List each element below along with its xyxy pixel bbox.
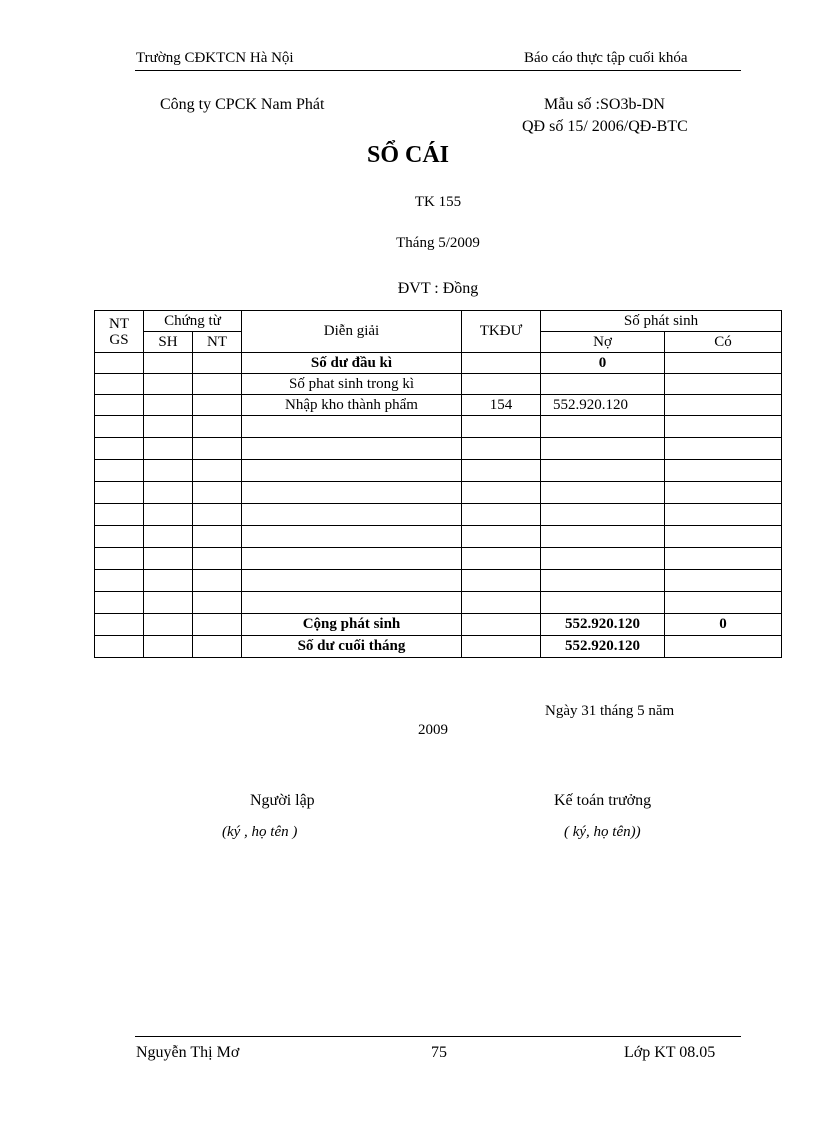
header-nt: NT [193, 332, 242, 353]
cell-tkdu [462, 548, 541, 570]
cell-nt-gs [95, 460, 144, 482]
cell-nt [193, 482, 242, 504]
header-nt-gs: NT GS [95, 311, 144, 353]
table-row [95, 374, 782, 395]
cell-sh [144, 460, 193, 482]
cell-nt-gs [95, 504, 144, 526]
header-no: Nợ [541, 332, 665, 353]
cell-nt-gs [95, 374, 144, 395]
cell-dien-giai: Số phat sinh trong kì [242, 374, 462, 395]
date-line: Ngày 31 tháng 5 năm [545, 703, 675, 719]
chief-accountant-title: Kế toán trưởng [554, 792, 652, 809]
table-row [95, 438, 782, 460]
footer-rule [135, 1036, 741, 1037]
cell-nt [193, 526, 242, 548]
cell-nt [193, 636, 242, 658]
cell-nt [193, 438, 242, 460]
cell-sh [144, 526, 193, 548]
cell-nt-gs [95, 570, 144, 592]
cell-nt-gs [95, 482, 144, 504]
cell-nt [193, 614, 242, 636]
table-row [95, 395, 782, 416]
cell-sh [144, 438, 193, 460]
cell-dien-giai: Số dư đầu kì [242, 353, 462, 374]
cell-no [541, 482, 665, 504]
document-title: SỔ CÁI [366, 142, 450, 168]
cell-dien-giai [242, 416, 462, 438]
cell-no [541, 374, 665, 395]
form-code: Mẫu số :SO3b-DN [544, 96, 665, 113]
header-tkdu: TKĐƯ [462, 311, 541, 353]
cell-co [665, 636, 782, 658]
cell-tkdu [462, 614, 541, 636]
cell-nt [193, 592, 242, 614]
cell-dien-giai: Số dư cuối tháng [242, 636, 462, 658]
cell-co [665, 438, 782, 460]
cell-tkdu [462, 526, 541, 548]
cell-sh [144, 548, 193, 570]
table-row [95, 614, 782, 636]
cell-no [541, 416, 665, 438]
cell-tkdu [462, 504, 541, 526]
cell-no [541, 504, 665, 526]
cell-dien-giai [242, 438, 462, 460]
date-year: 2009 [418, 722, 448, 738]
cell-tkdu [462, 438, 541, 460]
cell-sh [144, 374, 193, 395]
cell-no [541, 460, 665, 482]
company-name: Công ty CPCK Nam Phát [160, 96, 325, 113]
cell-nt [193, 374, 242, 395]
cell-co [665, 353, 782, 374]
decision-number: QĐ số 15/ 2006/QĐ-BTC [522, 118, 688, 135]
currency-unit: ĐVT : Đồng [397, 280, 479, 297]
cell-tkdu [462, 374, 541, 395]
cell-sh [144, 636, 193, 658]
cell-tkdu [462, 570, 541, 592]
cell-tkdu: 154 [462, 395, 541, 416]
cell-nt [193, 548, 242, 570]
table-row [95, 482, 782, 504]
table-row [95, 636, 782, 658]
table-row [95, 592, 782, 614]
chief-accountant-note: ( ký, họ tên)) [564, 824, 641, 840]
cell-sh [144, 482, 193, 504]
cell-nt [193, 504, 242, 526]
cell-no [541, 526, 665, 548]
cell-nt-gs [95, 526, 144, 548]
cell-nt-gs [95, 438, 144, 460]
cell-nt-gs [95, 636, 144, 658]
table-row [95, 504, 782, 526]
cell-co [665, 570, 782, 592]
table-row [95, 548, 782, 570]
footer-class: Lớp KT 08.05 [624, 1044, 716, 1061]
preparer-note: (ký , họ tên ) [222, 824, 298, 840]
header-sh: SH [144, 332, 193, 353]
cell-dien-giai [242, 592, 462, 614]
cell-nt-gs [95, 592, 144, 614]
period: Tháng 5/2009 [396, 235, 480, 251]
page-number: 75 [431, 1044, 447, 1061]
table-row [95, 526, 782, 548]
cell-nt [193, 353, 242, 374]
cell-no: 552.920.120 [541, 614, 665, 636]
cell-dien-giai: Cộng phát sinh [242, 614, 462, 636]
header-school: Trường CĐKTCN Hà Nội [136, 50, 294, 66]
ledger-table [94, 310, 782, 658]
header-dien-giai: Diễn giải [242, 311, 462, 353]
cell-nt-gs [95, 416, 144, 438]
cell-sh [144, 570, 193, 592]
cell-co [665, 416, 782, 438]
header-report-title: Báo cáo thực tập cuối khóa [524, 50, 688, 66]
table-row [95, 416, 782, 438]
footer-author: Nguyễn Thị Mơ [136, 1044, 240, 1061]
cell-nt [193, 416, 242, 438]
cell-co [665, 395, 782, 416]
cell-dien-giai [242, 504, 462, 526]
header-chung-tu: Chứng từ [144, 311, 242, 332]
cell-dien-giai [242, 548, 462, 570]
cell-tkdu [462, 353, 541, 374]
cell-sh [144, 614, 193, 636]
cell-nt-gs [95, 395, 144, 416]
preparer-title: Người lập [250, 792, 315, 809]
header-so-phat-sinh: Số phát sinh [541, 311, 782, 332]
cell-dien-giai [242, 570, 462, 592]
cell-dien-giai [242, 482, 462, 504]
table-row [95, 570, 782, 592]
cell-nt-gs [95, 353, 144, 374]
cell-co: 0 [665, 614, 782, 636]
cell-no: 552.920.120 [541, 636, 665, 658]
cell-co [665, 548, 782, 570]
cell-no [541, 570, 665, 592]
cell-co [665, 504, 782, 526]
cell-no [541, 548, 665, 570]
account-number: TK 155 [414, 194, 462, 210]
cell-tkdu [462, 482, 541, 504]
cell-dien-giai: Nhập kho thành phẩm [242, 395, 462, 416]
cell-tkdu [462, 416, 541, 438]
cell-no [541, 592, 665, 614]
cell-nt-gs [95, 614, 144, 636]
cell-tkdu [462, 592, 541, 614]
cell-tkdu [462, 460, 541, 482]
cell-no: 0 [541, 353, 665, 374]
cell-dien-giai [242, 526, 462, 548]
table-row [95, 353, 782, 374]
cell-sh [144, 353, 193, 374]
cell-co [665, 482, 782, 504]
header-co: Có [665, 332, 782, 353]
cell-no [541, 438, 665, 460]
cell-nt-gs [95, 548, 144, 570]
cell-sh [144, 395, 193, 416]
cell-co [665, 592, 782, 614]
cell-co [665, 374, 782, 395]
cell-sh [144, 416, 193, 438]
table-row [95, 460, 782, 482]
cell-co [665, 460, 782, 482]
cell-nt [193, 570, 242, 592]
cell-tkdu [462, 636, 541, 658]
cell-sh [144, 592, 193, 614]
cell-dien-giai [242, 460, 462, 482]
cell-nt [193, 395, 242, 416]
cell-co [665, 526, 782, 548]
cell-nt [193, 460, 242, 482]
cell-sh [144, 504, 193, 526]
cell-no: 552.920.120 [541, 395, 665, 416]
header-rule [135, 70, 741, 71]
